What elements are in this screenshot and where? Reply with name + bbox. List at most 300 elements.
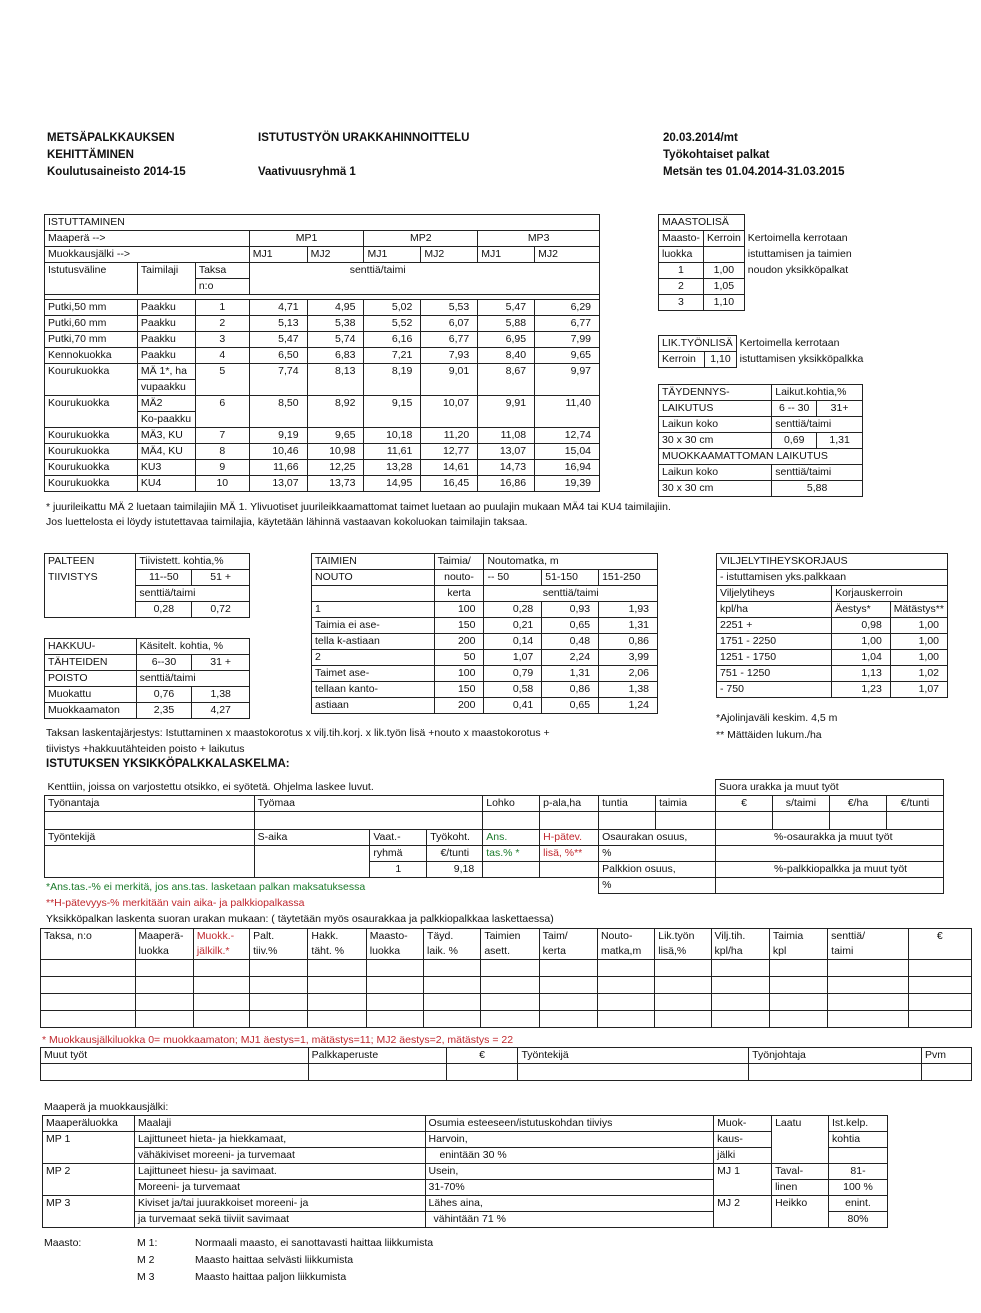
hakkuu-row-label: Muokattu [45,687,137,703]
nouto-matka-header: Noutomatka, m [484,554,658,570]
taydennys-kohtia: Laikut.kohtia,% [772,385,863,401]
nouto-label: 1 [312,602,435,618]
taksa-value: 5,38 [307,316,364,332]
taksa-value: 11,40 [535,396,600,428]
ykp-cell[interactable] [655,977,711,994]
osumia: Lähes aina, [425,1196,714,1212]
tuntia-input[interactable] [599,812,656,830]
maapera-h: Maaperäluokka [43,1116,135,1132]
maapera-h: Maalaji [134,1116,425,1132]
ykp-header: kerta [539,944,597,960]
lohko-label: Lohko [483,796,540,812]
maapera-class: MP 2 [43,1164,135,1196]
taksa-value: 5,13 [249,316,307,332]
ykp-cell[interactable] [908,977,971,994]
ans-input[interactable] [483,862,540,878]
palkkio-text: %-palkkiopalkka ja muut työt [716,862,944,878]
maapera-title: Maaperä ja muokkausjälki: [44,1101,169,1113]
taimilaji: Ko-paakku [137,412,195,428]
ykp-cell[interactable] [769,1011,827,1028]
maapera-h: kaus- [714,1132,772,1148]
nouto-value: 1,38 [599,682,658,698]
taksa-value: 4,71 [249,300,307,316]
taimilaji: MÄ3, KU [137,428,195,444]
ykp-cell[interactable] [424,960,481,977]
nouto-value: 2,24 [542,650,599,666]
maapera-h: Ist.kelp. [829,1116,888,1132]
mj-header: MJ2 [535,247,600,263]
ykp-header: Maasto- [366,929,423,945]
istutusvaline: Putki,50 mm [45,300,138,316]
nouto-value: 0,86 [599,634,658,650]
taimilaji: KU3 [137,460,195,476]
taksa-value: 12,74 [535,428,600,444]
kerroin: 1,02 [890,666,947,682]
taimilaji: Paakku [137,316,195,332]
vaat-label: Vaat.- [370,830,427,846]
maasto-class: 2 [659,279,704,295]
ykp-header: taimi [828,944,908,960]
nouto-title: TAIMIEN [312,554,435,570]
ykp-cell[interactable] [308,977,366,994]
doc-r2: Työkohtaiset palkat [663,149,770,161]
ykp-cell[interactable] [366,1011,423,1028]
nouto-value: 0,86 [542,682,599,698]
viljely-h: Viljelytiheys [717,586,832,602]
staimi-label: s/taimi [772,796,829,812]
ykp-cell[interactable] [655,960,711,977]
maapera-h: Laatu [772,1116,829,1164]
ykp-cell[interactable] [424,977,481,994]
ykp-cell[interactable] [597,994,654,1011]
maasto-m1-text: Normaali maasto, ei sanottavasti haittaa liikkumista [195,1237,434,1249]
ykp-cell[interactable] [135,960,193,977]
ykp-cell[interactable] [597,977,654,994]
taksa-value: 5,74 [307,332,364,348]
istutus-row [45,460,600,476]
ykp-header-row [41,944,972,960]
ykp-input-row [41,960,972,977]
ykp-header: luokka [135,944,193,960]
ykp-cell[interactable] [193,994,249,1011]
col-taimilaji: Taimilaji [137,263,195,295]
istutus-note-1: * juurileikattu MÄ 2 luetaan taimilajiin MÄ 1. Ylivuotiset juurileikkaamattomat taimet luetaan ao puulajin mukaan MÄ4 tai KU4 taimilajiin. [46,501,671,513]
ykp-cell[interactable] [41,977,136,994]
liktyon-table [658,335,867,368]
staimi-output [772,812,829,830]
istutusvaline: Kourukuokka [45,460,138,476]
tuntia-label: tuntia [599,796,656,812]
nouto-value: 1,93 [599,602,658,618]
istutus-row [45,348,600,364]
taksa-value: 16,86 [478,476,535,492]
nouto-row [312,698,658,714]
ykp-header: Taimien [481,929,539,945]
ykp-header: kpl [769,944,827,960]
palteen-value: 0,72 [192,602,250,618]
maapera-class: MP 1 [43,1132,135,1164]
liktyon-value: 1,10 [705,352,736,368]
tyonantaja-input[interactable] [45,812,255,830]
ykp-header: senttiä/ [828,929,908,945]
col-istutusvaline: Istutusväline [45,263,138,295]
taksa-value: 6,95 [478,332,535,348]
ykp-cell[interactable] [828,994,908,1011]
taksa-value: 7,93 [421,348,478,364]
etunti-label: €/tunti [886,796,943,812]
taksa-value: 11,61 [364,444,421,460]
ykp-cell[interactable] [250,994,308,1011]
ykp-cell[interactable] [41,994,136,1011]
ykp-header: luokka [366,944,423,960]
muokkausjalki: MJ 2 [714,1196,772,1228]
taksan-line-1: Taksan laskentajärjestys: Istuttaminen x maastokorotus x vilj.tih.korj. x lik.työn lisä +nouto x maastokorotus + [46,727,550,739]
ykp-cell[interactable] [250,960,308,977]
nouto-taimia: 200 [434,634,484,650]
osaurakka-text: %-osaurakka ja muut työt [716,830,944,846]
hakkuu-header: Käsitelt. kohtia, % [136,639,249,655]
kohtia: 100 % [829,1180,888,1196]
ans-label: Ans. [483,830,540,846]
hakkuu-title: TÄHTEIDEN [45,655,137,671]
maastolisa-side: Kertoimella kerrotaan [747,232,848,244]
pvm-label: Pvm [921,1048,971,1064]
maasto-label: Maasto: [44,1237,82,1249]
ykp-header: matka,m [597,944,654,960]
viljely-note-1: *Ajolinjaväli keskim. 4,5 m [716,712,838,724]
nouto-row [312,634,658,650]
doc-r3: Metsän tes 01.04.2014-31.03.2015 [663,166,845,178]
taydennys-value: 0,69 [772,433,817,449]
ykp-cell[interactable] [135,994,193,1011]
pala-input[interactable] [540,812,599,830]
ykp-cell[interactable] [655,994,711,1011]
palteen-range: 51 + [192,570,250,586]
viljely-sub: - istuttamisen yks.palkkaan [717,570,948,586]
nouto-value: 0,93 [542,602,599,618]
hakkuu-range: 6--30 [136,655,192,671]
taksa-value: 7,74 [249,364,307,396]
osumia: 31-70% [425,1180,714,1196]
ykp-cell[interactable] [769,977,827,994]
ykp-cell[interactable] [539,1011,597,1028]
nouto-value: 0,65 [542,698,599,714]
mj-header: MJ1 [249,247,307,263]
taksa-value: 9,01 [421,364,478,396]
ykp-cell[interactable] [769,994,827,1011]
taksa-no: 8 [195,444,249,460]
ykp-input-row [41,994,972,1011]
palkkaperuste-input[interactable] [308,1064,446,1081]
org-line-3: Koulutusaineisto 2014-15 [47,166,186,178]
ykp-header: lisä,% [655,944,711,960]
ykp-cell[interactable] [539,977,597,994]
ykp-cell[interactable] [908,960,971,977]
ykp-cell[interactable] [135,1011,193,1028]
taksa-no: 5 [195,364,249,396]
taksa-no: 3 [195,332,249,348]
tyonjohtaja-input[interactable] [749,1064,922,1081]
vaat-value[interactable]: 1 [370,862,427,878]
ykp-cell[interactable] [828,977,908,994]
maapera-h: Osumia esteeseen/istutuskohdan tiiviys [425,1116,714,1132]
form-table [44,779,944,894]
taksa-value: 9,15 [364,396,421,428]
col-kerroin: Kerroin [703,231,744,247]
hpatev-label: H-pätev. [540,830,599,846]
hakkuu-value: 4,27 [192,703,250,719]
viljely-row [717,682,948,698]
eur-label: € [446,1048,518,1064]
taksan-line-2: tiivistys +hakkuutähteiden poisto + laikutus [46,743,245,755]
viljelytiheys: 2251 + [717,618,832,634]
istutus-row [45,332,600,348]
ykp-header: Palt. [250,929,308,945]
viljely-note-2: ** Mättäiden lukum./ha [716,729,822,741]
ykp-cell[interactable] [366,977,423,994]
istutus-row [45,476,600,492]
liktyon-title: LIK.TYÖNLISÄ [659,336,737,352]
hakkuu-range: 31 + [192,655,250,671]
taksa-value: 16,45 [421,476,478,492]
tyok-label: €/tunti [427,846,483,862]
muut-input[interactable] [41,1064,309,1081]
ykp-cell[interactable] [539,994,597,1011]
taksa-value: 6,16 [364,332,421,348]
ykp-cell[interactable] [308,960,366,977]
ykp-cell[interactable] [424,1011,481,1028]
taksa-value: 15,04 [535,444,600,460]
ykp-header [908,944,971,960]
taksa-value: 6,83 [307,348,364,364]
kerroin: 1,00 [890,618,947,634]
ykp-header [41,944,136,960]
ykp-cell[interactable] [366,994,423,1011]
taimilaji: Paakku [137,332,195,348]
viljely-h: Mätästys** [890,602,947,618]
taksa-value: 10,98 [307,444,364,460]
ykp-cell[interactable] [366,960,423,977]
taksa-no: 1 [195,300,249,316]
hakkuu-unit: senttiä/taimi [136,671,249,687]
ykp-header: Muokk.- [193,929,249,945]
tyomaa-input[interactable] [254,812,483,830]
taksa-value: 14,73 [478,460,535,476]
mp3-header: MP3 [478,231,600,247]
eha-output [829,812,886,830]
palkkio-pct[interactable]: % [599,878,716,894]
nouto-value: 1,24 [599,698,658,714]
tyontekija-label: Työntekijä [518,1048,749,1064]
taimilaji: Paakku [137,300,195,316]
tyomaa-label: Työmaa [254,796,483,812]
nouto-label: tella k-astiaan [312,634,435,650]
ykp-cell[interactable] [308,1011,366,1028]
taksa-no: 9 [195,460,249,476]
laatu: Taval- [772,1164,829,1180]
pala-label: p-ala,ha [540,796,599,812]
ykp-cell[interactable] [539,960,597,977]
taimilaji: MÄ 1*, ha [137,364,195,380]
maalaji: Lajittuneet hiesu- ja savimaat. [134,1164,425,1180]
etunti-output [886,812,943,830]
ykp-cell[interactable] [135,977,193,994]
ykp-cell[interactable] [193,977,249,994]
taydennys-range: 6 -- 30 [772,401,817,417]
mj-header: MJ1 [478,247,535,263]
istutus-row [45,428,600,444]
maapera-table [42,1115,888,1228]
taksa-no: 4 [195,348,249,364]
ykp-cell[interactable] [769,960,827,977]
viljelytiheys: 751 - 1250 [717,666,832,682]
nouto-label: 2 [312,650,435,666]
ykp-cell[interactable] [250,1011,308,1028]
taksa-value: 14,61 [421,460,478,476]
laatu: linen [772,1180,829,1196]
nouto-value: 2,06 [599,666,658,682]
nouto-value: 0,48 [542,634,599,650]
ykp-cell[interactable] [711,977,769,994]
tyontekija-label: Työntekijä [45,830,255,846]
nouto-value: 1,31 [599,618,658,634]
liktyon-side: istuttamisen yksikköpalkka [739,353,864,365]
tyontekija-input[interactable] [45,846,255,878]
ykp-cell[interactable] [655,1011,711,1028]
tyok-value: 9,18 [427,862,483,878]
ykp-cell[interactable] [908,994,971,1011]
taksa-value: 5,53 [421,300,478,316]
ykp-header: Maaperä- [135,929,193,945]
kerroin: 1,00 [890,650,947,666]
mp2-header: MP2 [364,231,478,247]
form-note-2: **H-pätevyys-% merkitään vain aika- ja palkkiopalkassa [46,897,305,909]
ykp-cell[interactable] [308,994,366,1011]
viljely-h: kpl/ha [717,602,832,618]
maasto-class: 1 [659,263,704,279]
nouto-row [312,650,658,666]
viljely-title: VILJELYTIHEYSKORJAUS [717,554,948,570]
ykp-cell[interactable] [711,1011,769,1028]
maastolisa-side: noudon yksikköpalkat [747,264,849,276]
istutus-row [45,316,600,332]
mj-header: MJ1 [364,247,421,263]
header-right [663,130,845,181]
tyonjohtaja-label: Työnjohtaja [749,1048,922,1064]
ykp-header-row [41,929,972,945]
istutusvaline: Putki,70 mm [45,332,138,348]
nouto-value: 0,14 [484,634,542,650]
ykp-table [40,928,972,1028]
ykp-cell[interactable] [597,1011,654,1028]
istutusvaline: Kennokuokka [45,348,138,364]
ykp-cell[interactable] [828,960,908,977]
laatu: Heikko [772,1196,829,1228]
ykp-cell[interactable] [828,1011,908,1028]
ykp-cell[interactable] [711,960,769,977]
ykp-cell[interactable] [41,960,136,977]
maasto-kerroin: 1,10 [703,295,744,311]
tyok-label: Työkoht. [427,830,483,846]
ykp-cell[interactable] [41,1011,136,1028]
nouto-label: Taimia ei ase- [312,618,435,634]
taksa-value: 9,65 [307,428,364,444]
ykp-cell[interactable] [481,960,539,977]
muokkausjalki: MJ 1 [714,1164,772,1196]
taksa-no: 10 [195,476,249,492]
pvm-input[interactable] [921,1064,971,1081]
eur-input[interactable] [446,1064,518,1081]
unit-label: senttiä/taimi [249,263,599,295]
ykp-header: laik. % [424,944,481,960]
ykp-header: Taimia [769,929,827,945]
hpatev-input[interactable] [540,862,599,878]
taksa-value: 11,66 [249,460,307,476]
saika-input[interactable] [254,846,370,878]
form-note-3: Yksikköpalkan laskenta suoran urakan mukaan: ( täytetään myös osaurakkaa ja palkkiopalkkaa laskettaessa) [46,913,554,925]
nouto-value: 0,65 [542,618,599,634]
doc-date: 20.03.2014/mt [663,132,738,144]
liktyon-label: Kerroin [659,352,705,368]
nouto-label: astiaan [312,698,435,714]
taksa-value: 9,65 [535,348,600,364]
hakkuu-value: 1,38 [192,687,250,703]
lohko-input[interactable] [483,812,540,830]
kerroin: 1,00 [890,634,947,650]
palteen-unit: senttiä/taimi [136,586,250,602]
doc-title: ISTUTUSTYÖN URAKKAHINNOITTELU [258,132,470,144]
istuttaminen-table [44,214,600,492]
nouto-value: 0,21 [484,618,542,634]
taksa-no: 7 [195,428,249,444]
taksa-value: 8,50 [249,396,307,428]
taksa-value: 9,19 [249,428,307,444]
taydennys-title: TÄYDENNYS- [659,385,772,401]
taksa-value: 4,95 [307,300,364,316]
ykp-cell[interactable] [711,994,769,1011]
nouto-value: 1,31 [542,666,599,682]
kerroin: 1,13 [832,666,891,682]
ykp-header: Nouto- [597,929,654,945]
org-line-2: KEHITTÄMINEN [47,149,134,161]
ykp-cell[interactable] [908,1011,971,1028]
ykp-cell[interactable] [193,1011,249,1028]
laikun-koko-value: 30 x 30 cm [659,481,772,497]
nouto-row [312,602,658,618]
ykp-cell[interactable] [424,994,481,1011]
nouto-range: 151-250 [599,570,658,586]
istutus-row [45,444,600,460]
nouto-value: 0,58 [484,682,542,698]
ykp-cell[interactable] [597,960,654,977]
kerroin: 1,04 [832,650,891,666]
ykp-cell[interactable] [193,960,249,977]
ykp-header: Täyd. [424,929,481,945]
maalaji: Moreeni- ja turvemaat [134,1180,425,1196]
ykp-cell[interactable] [481,994,539,1011]
taimia-label: taimia [656,796,716,812]
ykp-cell[interactable] [481,977,539,994]
ykp-cell[interactable] [481,1011,539,1028]
taksa-value: 5,02 [364,300,421,316]
taksa-value: 13,28 [364,460,421,476]
ykp-cell[interactable] [250,977,308,994]
kerroin: 0,98 [832,618,891,634]
taimia-input[interactable] [656,812,716,830]
viljely-row [717,634,948,650]
osaurakka-pct[interactable]: % [599,846,716,862]
tyontekija-input[interactable] [518,1064,749,1081]
